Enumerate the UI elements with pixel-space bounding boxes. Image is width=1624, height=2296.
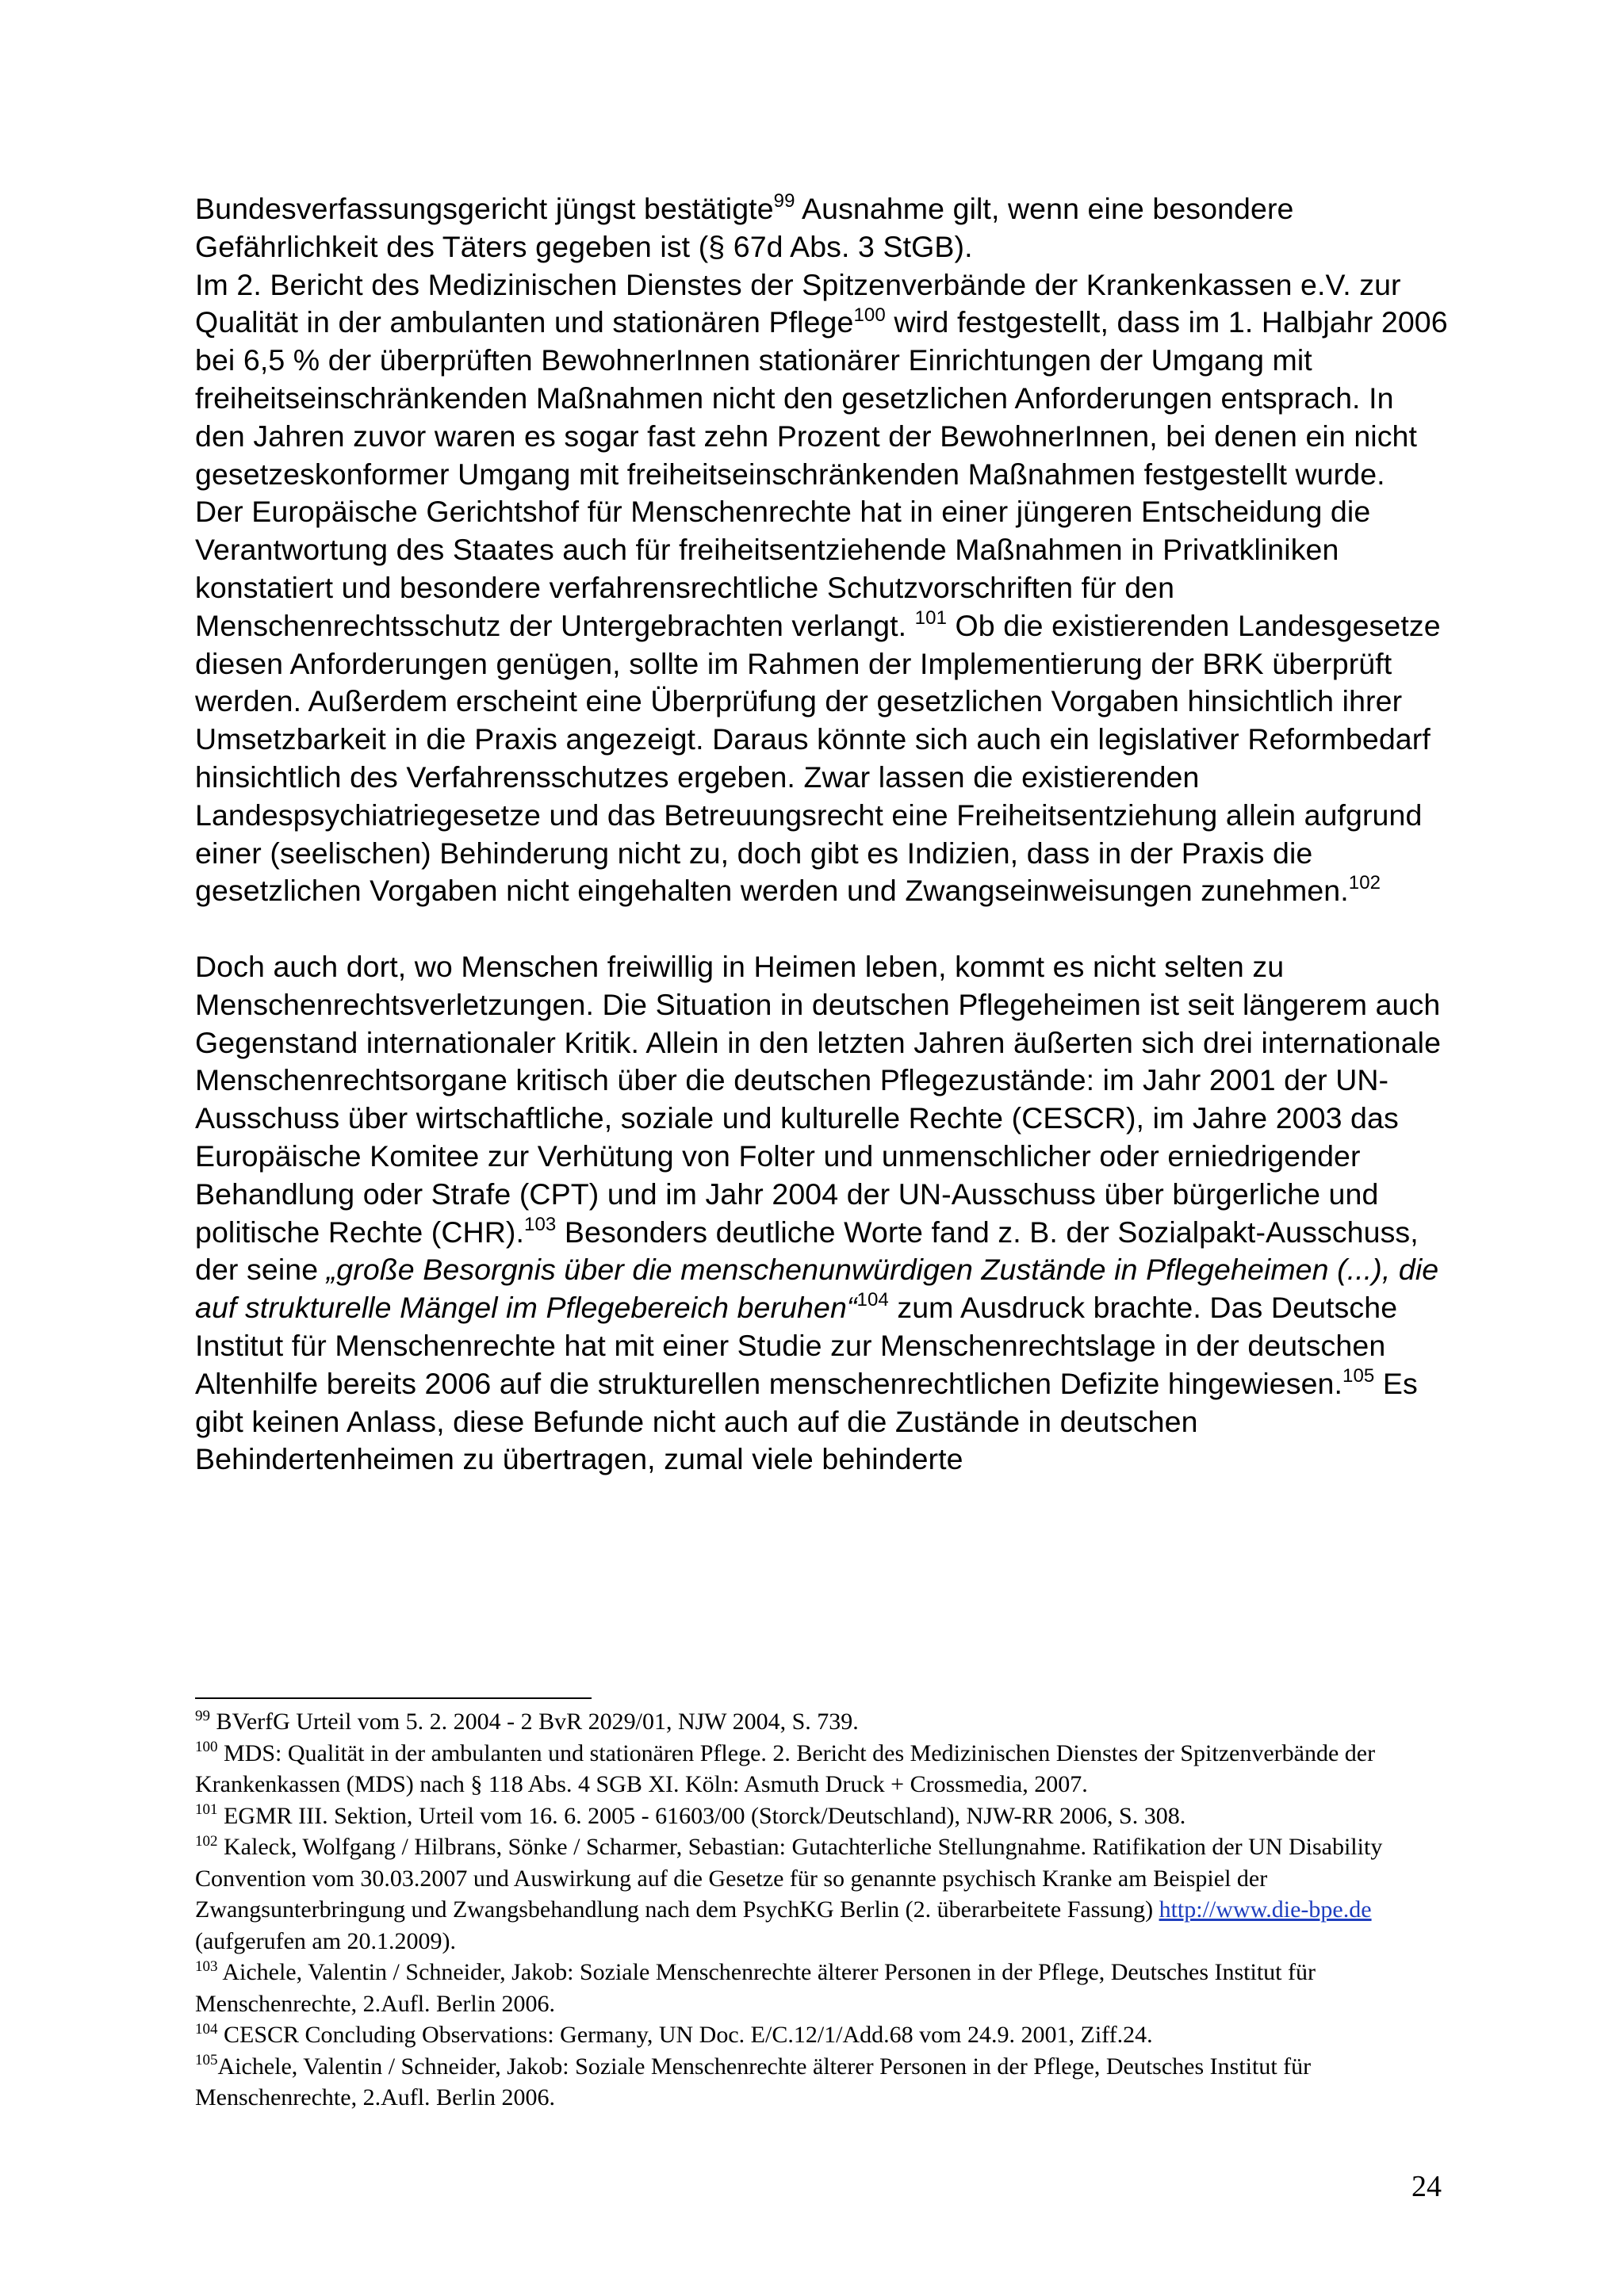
footnote-text: BVerfG Urteil vom 5. 2. 2004 - 2 BvR 2029/01, NJW 2004, S. 739. — [210, 1709, 859, 1735]
footnote-ref-100[interactable]: 100 — [853, 304, 886, 326]
footnote-separator — [195, 1697, 592, 1699]
paragraph-1-text-b: Ausnahme gilt, wenn eine besondere Gefährlichkeit des Täters gegeben ist (§ 67d Abs. 3 StGB). — [195, 192, 1294, 263]
paragraph-2-text-a: Im 2. Bericht des Medizinischen Dienstes der Spitzenverbände der Krankenkassen e.V. zur Qualität in der ambulanten und stationären Pflege — [195, 267, 1401, 339]
footnotes — [195, 1706, 1448, 2114]
italic-quote: „große Besorgnis über die menschenunwürdigen Zustände in Pflegeheimen (...), die auf strukturelle Mängel im Pflegebereich beruhen“ — [195, 1253, 1439, 1325]
paragraph-3 — [195, 493, 1448, 910]
paragraph-4-text-d: Es gibt keinen Anlass, diese Befunde nicht auch auf die Zustände in deutschen Behindertenheimen zu übertragen, zumal viele behinderte — [195, 1366, 1418, 1476]
footnote-102 — [195, 1831, 1448, 1957]
footnote-number: 105 — [195, 2052, 218, 2069]
footnote-ref-104[interactable]: 104 — [856, 1289, 889, 1311]
paragraph-4-text-c: zum Ausdruck brachte. Das Deutsche Institut für Menschenrechte hat mit einer Studie zur Menschenrechtslage in der deutschen Altenhilfe bereits 2006 auf die strukturellen menschenrechtlichen Defizite hingewiesen. — [195, 1291, 1398, 1400]
paragraph-1-text-a: Bundesverfassungsgericht jüngst bestätigte — [195, 192, 774, 225]
footnote-ref-105[interactable]: 105 — [1342, 1364, 1375, 1387]
footnote-text: CESCR Concluding Observations: Germany, UN Doc. E/C.12/1/Add.68 vom 24.9. 2001, Ziff.24. — [217, 2022, 1153, 2048]
paragraph-4-text-a: Doch auch dort, wo Menschen freiwillig in Heimen leben, kommt es nicht selten zu Menschenrechtsverletzungen. Die Situation in deutschen Pflegeheimen ist seit längerem auch Gegenstand internationaler Kritik. Allein in den letzten Jahren äußerten sich drei internationale Menschenrechtsorgane kritisch über die deutschen Pflegezustände: im Jahr 2001 der UN-Ausschuss über wirtschaftliche, soziale und kulturelle Rechte (CESCR), im Jahre 2003 das Europäische Komitee zur Verhütung von Folter und unmenschlicher oder erniedrigender Behandlung oder Strafe (CPT) und im Jahr 2004 der UN-Ausschuss über bürgerliche und politische Rechte (CHR). — [195, 949, 1442, 1249]
footnote-number: 102 — [195, 1832, 218, 1850]
paragraph-spacer — [195, 910, 1448, 948]
footnote-text: EGMR III. Sektion, Urteil vom 16. 6. 2005 - 61603/00 (Storck/Deutschland), NJW-RR 2006, S. 308. — [217, 1802, 1186, 1829]
footnote-101 — [195, 1800, 1448, 1832]
paragraph-3-text-a: Der Europäische Gerichtshof für Menschenrechte hat in einer jüngeren Entscheidung die Verantwortung des Staates auch für freiheitsentziehende Maßnahmen in Privatkliniken konstatiert und besondere verfahrensrechtliche Schutzvorschriften für den Menschenrechtsschutz der Untergebrachten verlangt. — [195, 495, 1371, 642]
footnote-number: 101 — [195, 1801, 218, 1819]
paragraph-4-text-b: Besonders deutliche Worte fand z. B. der Sozialpakt-Ausschuss, der seine — [195, 1215, 1419, 1287]
footnote-number: 99 — [195, 1707, 210, 1724]
footnote-104 — [195, 2019, 1448, 2051]
footnote-ref-102[interactable]: 102 — [1348, 872, 1381, 894]
paragraph-3-text-b: Ob die existierenden Landesgesetze diesen Anforderungen genügen, sollte im Rahmen der Implementierung der BRK überprüft werden. Außerdem erscheint eine Überprüfung der gesetzlichen Vorgaben hinsichtlich ihrer Umsetzbarkeit in die Praxis angezeigt. Daraus könnte sich auch ein legislativer Reformbedarf hinsichtlich des Verfahrensschutzes ergeben. Zwar lassen die existierenden Landespsychiatriegesetze und das Betreuungsrecht eine Freiheitsentziehung allein aufgrund einer (seelischen) Behinderung nicht zu, doch gibt es Indizien, dass in der Praxis die gesetzlichen Vorgaben nicht eingehalten werden und Zwangseinweisungen zunehmen. — [195, 608, 1441, 908]
footnote-text-after-link: (aufgerufen am 20.1.2009). — [195, 1927, 457, 1954]
footnote-text: Kaleck, Wolfgang / Hilbrans, Sönke / Scharmer, Sebastian: Gutachterliche Stellungnahme. Ratifikation der UN Disability Convention vom 30.03.2007 und Auswirkung auf die Gesetze für so genannte psychisch Kranke am Beispiel der Zwangsunterbringung und Zwangsbehandlung nach dem PsychKG Berlin (2. überarbeitete Fassung) — [195, 1834, 1383, 1923]
footnote-number: 104 — [195, 2020, 218, 2038]
paragraph-2-text-b: wird festgestellt, dass im 1. Halbjahr 2006 bei 6,5 % der überprüften BewohnerInnen stationärer Einrichtungen der Umgang mit freiheitseinschränkenden Maßnahmen nicht den gesetzlichen Anforderungen entsprach. In den Jahren zuvor waren es sogar fast zehn Prozent der BewohnerInnen, bei denen ein nicht gesetzeskonformer Umgang mit freiheitseinschränkenden Maßnahmen festgestellt wurde. — [195, 305, 1448, 491]
paragraph-2 — [195, 266, 1448, 494]
footnote-text: Aichele, Valentin / Schneider, Jakob: Soziale Menschenrechte älterer Personen in der Pflege, Deutsches Institut für Menschenrechte, 2.Aufl. Berlin 2006. — [195, 1959, 1316, 2017]
footnote-link[interactable]: http://www.die-bpe.de — [1159, 1896, 1372, 1923]
footnote-ref-101[interactable]: 101 — [914, 607, 948, 629]
footnote-103 — [195, 1957, 1448, 2019]
paragraph-1 — [195, 190, 1448, 266]
footnote-100 — [195, 1738, 1448, 1800]
footnote-99 — [195, 1706, 1448, 1738]
footnote-number: 103 — [195, 1957, 218, 1975]
footnote-105 — [195, 2051, 1448, 2114]
footnote-text: MDS: Qualität in der ambulanten und stationären Pflege. 2. Bericht des Medizinischen Dienstes der Spitzenverbände der Krankenkassen (MDS) nach § 118 Abs. 4 SGB XI. Köln: Asmuth Druck + Crossmedia, 2007. — [195, 1739, 1376, 1797]
page-number: 24 — [1411, 2170, 1442, 2203]
footnote-text: Aichele, Valentin / Schneider, Jakob: Soziale Menschenrechte älterer Personen in der Pflege, Deutsches Institut für Menschenrechte, 2.Aufl. Berlin 2006. — [195, 2053, 1312, 2110]
footnote-ref-103[interactable]: 103 — [524, 1213, 557, 1235]
paragraph-4 — [195, 948, 1448, 1479]
footnote-ref-99[interactable]: 99 — [773, 190, 795, 212]
body-text — [195, 190, 1448, 1479]
footnote-number: 100 — [195, 1739, 218, 1756]
